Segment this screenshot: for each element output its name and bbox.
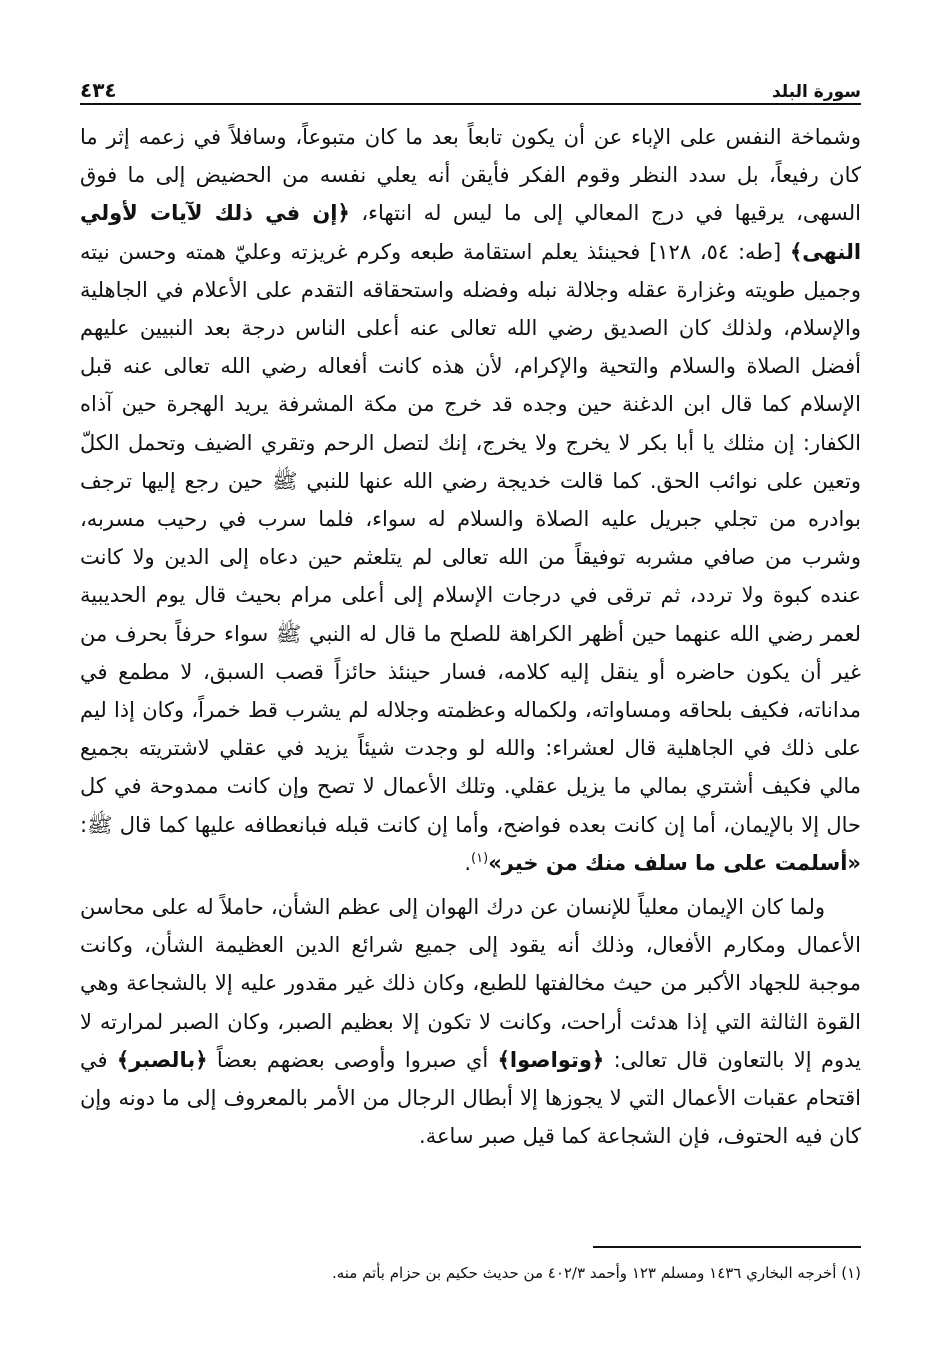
p1-text-1: وشماخة النفس على الإباء عن أن يكون تابعاً بعد ما كان متبوعاً، وسافلاً في زعمه إثر ما كان رفيعاً، بل سدد النظر وقوم الفكر فأيقن أنه يعلي نفسه من الحضيض إلى ما فوق السهى، يرقيها في درج المعالي إلى ما ليس له انتهاء،: [80, 125, 861, 226]
p1-end: .: [464, 850, 472, 875]
page-header: [80, 66, 861, 102]
footnote-marker: (١): [471, 850, 489, 866]
footnote: (١) أخرجه البخاري ١٤٣٦ ومسلم ١٢٣ وأحمد ٤٠٢/٣ من حديث حكيم بن حزام بأتم منه.: [331, 1264, 861, 1282]
main-text: [80, 118, 861, 1155]
quran-quote-3: ﴿بالصبر﴾: [116, 1047, 208, 1072]
paragraph-2: [80, 888, 861, 1155]
page-number: ٤٣٤: [80, 78, 117, 102]
running-title: سورة البلد: [771, 82, 861, 102]
quran-quote-2: ﴿وتواصوا﴾: [497, 1047, 605, 1072]
p2-text-2: أي صبروا وأوصى بعضهم بعضاً: [207, 1047, 498, 1072]
p2-text-1: ولما كان الإيمان معلياً للإنسان عن درك الهوان إلى عظم الشأن، حاملاً له على محاسن الأعمال ومكارم الأفعال، وذلك أنه يقود إلى جميع شرائع الدين العظيمة الشأن، وكانت موجبة للجهاد الأكبر من حيث مخالفتها للطبع، وكان ذلك غير مقدور عليه إلا بالشجاعة وهي القوة الثالثة التي إذا هدئت أراحت، وكانت لا تكون إلا بعظيم الصبر، وكان الصبر لمرارته لا يدوم إلا بالتعاون قال تعالى:: [80, 895, 861, 1072]
p1-text-2: فحينئذ يعلم استقامة طبعه وكرم غريزته وعليّ همته وحسن نيته وجميل طويته وغزارة عقله وجلالة نبله وفضله واستحقاقه التقدم على الأعلام في الجاهلية والإسلام، ولذلك كان الصديق رضي الله تعالى عنه أعلى الناس درجة بعد النبيين عليهم أفضل الصلاة والسلام والتحية والإكرام، لأن هذه كانت أفعاله رضي الله تعالى عنه قبل الإسلام كما قال ابن الدغنة حين وجده قد خرج من مكة المشرفة يريد الهجرة حين آذاه الكفار: إن مثلك يا أبا بكر لا يخرج ولا يخرج، إنك لتصل الرحم وتقري الضيف وتحمل الكلّ وتعين على نوائب الحق. كما قالت خديجة رضي الله عنها للنبي ﷺ حين رجع إليها ترجف بوادره من تجلي جبريل عليه الصلاة والسلام له سواء، فلما سرب في رحيب مسربه، وشرب من صافي مشربه توفيقاً من الله تعالى لم يتلعثم حين دعاه إلى الدين ولا كانت عنده كبوة ولا تردد، ثم ترقى في درجات الإسلام إلى أعلى مرام بحيث قال يوم الحديبية لعمر رضي الله عنهما حين أظهر الكراهة للصلح ما قال له النبي ﷺ سواء حرفاً بحرف من غير أن يكون حاضره أو ينقل إليه كلامه، فسار حينئذ حائزاً قصب السبق، لا مطمع في مداناته، فكيف بلحاقه ومساواته، ولكماله وعظمته وجلاله لم يشرب قط خمراً، وكان إذا ليم على ذلك في الجاهلية قال لعشراء: والله لو وجدت شيئاً يزيد في عقلي لاشتريته بجميع مالي فكيف أشتري بمالي ما يزيل عقلي. وتلك الأعمال لا تصح وإن كانت ممدوحة في كل حال إلا بالإيمان، أما إن كانت بعده فواضح، وأما إن كانت قبله فبانعطافه عليها كما قال ﷺ:: [80, 239, 861, 837]
quran-quote-1: ﴿إن في ذلك لآيات لأولي النهى﴾: [80, 201, 862, 264]
quran-reference: [طه: ٥٤، ١٢٨]: [640, 239, 790, 264]
header-divider: [80, 103, 861, 105]
p2-text-3: في اقتحام عقبات الأعمال التي لا يجوزها إلا أبطال الرجال من الأمر بالمعروف إلى ما دونه وإن كان فيه الحتوف، فإن الشجاعة كما قيل صبر ساعة.: [80, 1047, 861, 1149]
paragraph-1: [80, 118, 861, 882]
footnote-divider: [593, 1246, 861, 1248]
hadith-quote: «أسلمت على ما سلف منك من خير»: [488, 850, 861, 875]
